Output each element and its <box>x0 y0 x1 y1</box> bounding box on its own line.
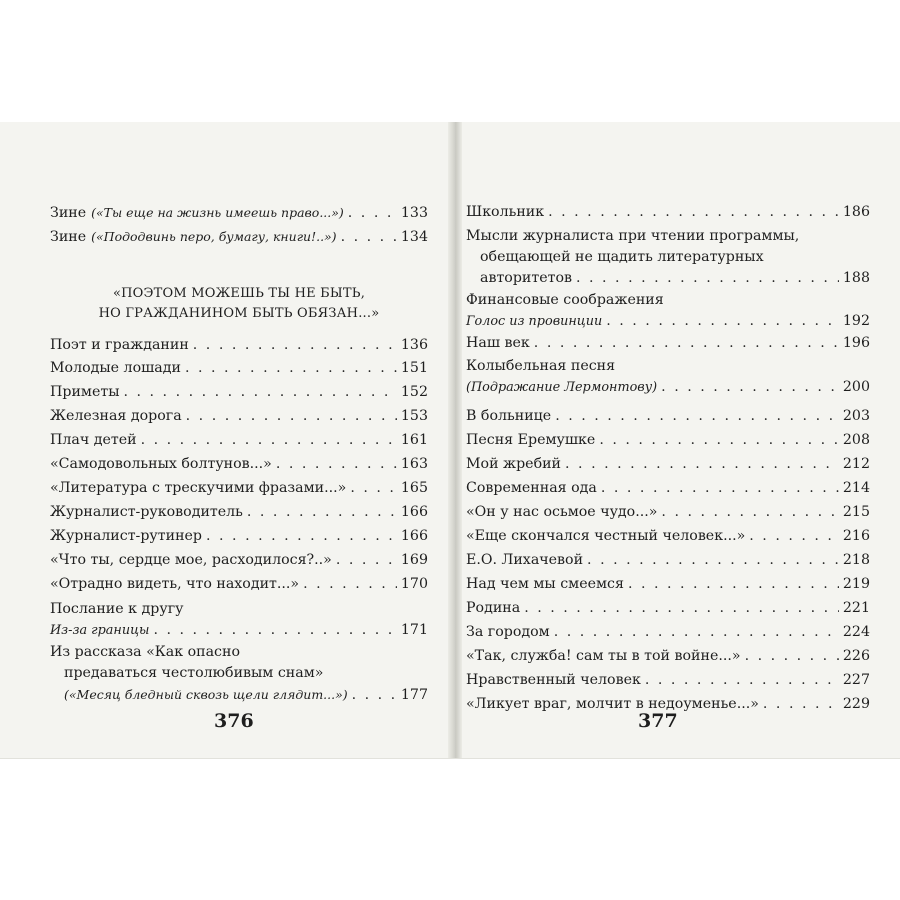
toc-entry <box>466 478 870 499</box>
leader-dots <box>628 574 839 595</box>
toc-entry <box>50 550 428 571</box>
entry-page-number: 200 <box>842 379 870 395</box>
entry-title: Нравственный человек <box>466 672 641 688</box>
leader-dots <box>193 335 397 356</box>
book-gutter <box>448 122 462 758</box>
entry-page-number: 166 <box>400 528 428 544</box>
entry-subtitle: (Подражание Лермонтову) <box>466 380 658 395</box>
right-page <box>462 122 900 758</box>
leader-dots <box>186 406 397 427</box>
entry-title: Песня Еремушке <box>466 432 596 448</box>
toc-entry <box>466 406 870 427</box>
section-heading <box>50 284 428 324</box>
page-number-folio: 376 <box>214 710 254 732</box>
entry-title: Наш век <box>466 335 530 351</box>
entry-title: Колыбельная песня <box>466 358 616 374</box>
toc-entry <box>50 382 428 403</box>
toc-entry <box>466 694 870 715</box>
leader-dots <box>141 430 397 451</box>
entry-page-number: 170 <box>400 576 428 592</box>
entry-subtitle: («Ты еще на жизнь имеешь право...») <box>91 205 344 220</box>
entry-title: Из рассказа «Как опасно <box>50 644 240 660</box>
leader-dots <box>303 574 397 595</box>
entry-title: «Ликует враг, молчит в недоуменье...» <box>466 696 759 712</box>
entry-page-number: 169 <box>400 552 428 568</box>
leader-dots <box>123 382 396 403</box>
entry-page-number: 134 <box>400 229 428 245</box>
leader-dots <box>599 430 839 451</box>
entry-title: «Что ты, сердце мое, расходилося?..» <box>50 552 332 568</box>
leader-dots <box>534 333 839 354</box>
leader-dots <box>276 454 397 475</box>
toc-entry <box>50 642 428 706</box>
leader-dots <box>749 526 839 547</box>
toc-entry <box>50 335 428 356</box>
book-spread <box>0 122 900 759</box>
entry-page-number: 216 <box>842 528 870 544</box>
entry-page-number: 165 <box>400 480 428 496</box>
entry-title: «Литература с трескучими фразами...» <box>50 480 347 496</box>
toc-entry <box>50 478 428 499</box>
toc-entry <box>466 574 870 595</box>
toc-entry <box>466 333 870 354</box>
leader-dots <box>565 454 839 475</box>
toc-entry <box>466 202 870 223</box>
toc-entry <box>466 454 870 475</box>
entry-page-number: 153 <box>400 408 428 424</box>
section-heading-line: «ПОЭТОМ МОЖЕШЬ ТЫ НЕ БЫТЬ, <box>112 286 366 301</box>
entry-page-number: 163 <box>400 456 428 472</box>
entry-page-number: 188 <box>842 270 870 286</box>
entry-title: Современная ода <box>466 480 597 496</box>
toc-entry <box>50 358 428 379</box>
leader-dots <box>645 670 839 691</box>
entry-page-number: 171 <box>400 622 428 638</box>
toc-entry <box>466 356 870 398</box>
entry-page-number: 214 <box>842 480 870 496</box>
entry-title: «Еще скончался честный человек...» <box>466 528 746 544</box>
toc-entry <box>50 406 428 427</box>
entry-page-number: 208 <box>842 432 870 448</box>
toc-entry <box>466 598 870 619</box>
toc-entry <box>50 454 428 475</box>
entry-subtitle: («Пододвинь перо, бумагу, книги!..») <box>91 229 337 244</box>
entry-page-number: 136 <box>400 337 428 353</box>
toc-entry <box>50 502 428 523</box>
entry-page-number: 133 <box>400 205 428 221</box>
entry-page-number: 186 <box>842 204 870 220</box>
entry-title: Железная дорога <box>50 408 182 424</box>
toc-entry <box>50 226 428 248</box>
leader-dots <box>206 526 397 547</box>
leader-dots <box>341 227 397 248</box>
leader-dots <box>548 202 839 223</box>
entry-title: Школьник <box>466 204 545 220</box>
entry-page-number: 161 <box>400 432 428 448</box>
entry-title: Над чем мы смеемся <box>466 576 624 592</box>
entry-title: Зине <box>50 229 87 245</box>
entry-page-number: 218 <box>842 552 870 568</box>
entry-title: Журналист-рутинер <box>50 528 203 544</box>
entry-title: Родина <box>466 600 521 616</box>
toc-entry <box>466 430 870 451</box>
entry-page-number: 227 <box>842 672 870 688</box>
leader-dots <box>348 203 397 224</box>
toc-entry <box>466 502 870 523</box>
entry-page-number: 229 <box>842 696 870 712</box>
entry-subtitle: Голос из провинции <box>466 314 603 329</box>
entry-title-continued: обещающей не щадить литературных <box>480 249 764 265</box>
entry-title: Плач детей <box>50 432 137 448</box>
entry-title: Молодые лошади <box>50 360 181 376</box>
toc-entry <box>466 670 870 691</box>
leader-dots <box>350 478 397 499</box>
entry-title: Мысли журналиста при чтении программы, <box>466 228 800 244</box>
entry-title: «Самодовольных болтунов...» <box>50 456 272 472</box>
entry-subtitle: Из-за границы <box>50 623 150 638</box>
entry-page-number: 224 <box>842 624 870 640</box>
toc-entry <box>466 526 870 547</box>
entry-page-number: 219 <box>842 576 870 592</box>
leader-dots <box>524 598 839 619</box>
entry-subtitle: («Месяц бледный сквозь щели глядит...») <box>64 687 348 702</box>
entry-title: Финансовые соображения <box>466 292 664 308</box>
toc-entry <box>50 202 428 224</box>
entry-page-number: 221 <box>842 600 870 616</box>
leader-dots <box>554 622 839 643</box>
left-page <box>0 122 448 758</box>
toc-entry <box>466 226 870 289</box>
entry-page-number: 177 <box>400 687 428 703</box>
entry-title: «Так, служба! сам ты в той войне...» <box>466 648 741 664</box>
leader-dots <box>606 311 839 332</box>
entry-title: Приметы <box>50 384 120 400</box>
leader-dots <box>555 406 839 427</box>
leader-dots <box>587 550 839 571</box>
entry-page-number: 212 <box>842 456 870 472</box>
toc-entry <box>50 430 428 451</box>
entry-title: Е.О. Лихачевой <box>466 552 584 568</box>
toc-entry <box>50 599 428 641</box>
entry-page-number: 226 <box>842 648 870 664</box>
entry-title-continued: предаваться честолюбивым снам» <box>64 665 324 681</box>
page-number-folio: 377 <box>638 710 678 732</box>
entry-title: Поэт и гражданин <box>50 337 189 353</box>
entry-page-number: 215 <box>842 504 870 520</box>
entry-title: Журналист-руководитель <box>50 504 243 520</box>
toc-entry <box>466 550 870 571</box>
entry-page-number: 166 <box>400 504 428 520</box>
leader-dots <box>601 478 839 499</box>
leader-dots <box>661 502 838 523</box>
entry-title: Послание к другу <box>50 601 184 617</box>
toc-entry <box>50 574 428 595</box>
section-heading-line: НО ГРАЖДАНИНОМ БЫТЬ ОБЯЗАН...» <box>98 306 380 321</box>
entry-title: «Он у нас осьмое чудо...» <box>466 504 658 520</box>
leader-dots <box>745 646 839 667</box>
leader-dots <box>336 550 397 571</box>
leader-dots <box>153 620 396 641</box>
toc-entry <box>466 290 870 332</box>
entry-title-continued: авторитетов <box>480 270 572 286</box>
leader-dots <box>247 502 397 523</box>
leader-dots <box>352 685 397 706</box>
entry-title: «Отрадно видеть, что находит...» <box>50 576 300 592</box>
leader-dots <box>185 358 397 379</box>
entry-page-number: 151 <box>400 360 428 376</box>
entry-page-number: 192 <box>842 313 870 329</box>
toc-entry <box>50 526 428 547</box>
toc-entry <box>466 622 870 643</box>
entry-title: За городом <box>466 624 550 640</box>
entry-page-number: 196 <box>842 335 870 351</box>
entry-title: В больнице <box>466 408 552 424</box>
entry-title: Мой жребий <box>466 456 562 472</box>
leader-dots <box>661 377 839 398</box>
entry-page-number: 203 <box>842 408 870 424</box>
toc-entry <box>466 646 870 667</box>
leader-dots <box>763 694 839 715</box>
entry-page-number: 152 <box>400 384 428 400</box>
entry-title: Зине <box>50 205 87 221</box>
leader-dots <box>576 268 839 289</box>
